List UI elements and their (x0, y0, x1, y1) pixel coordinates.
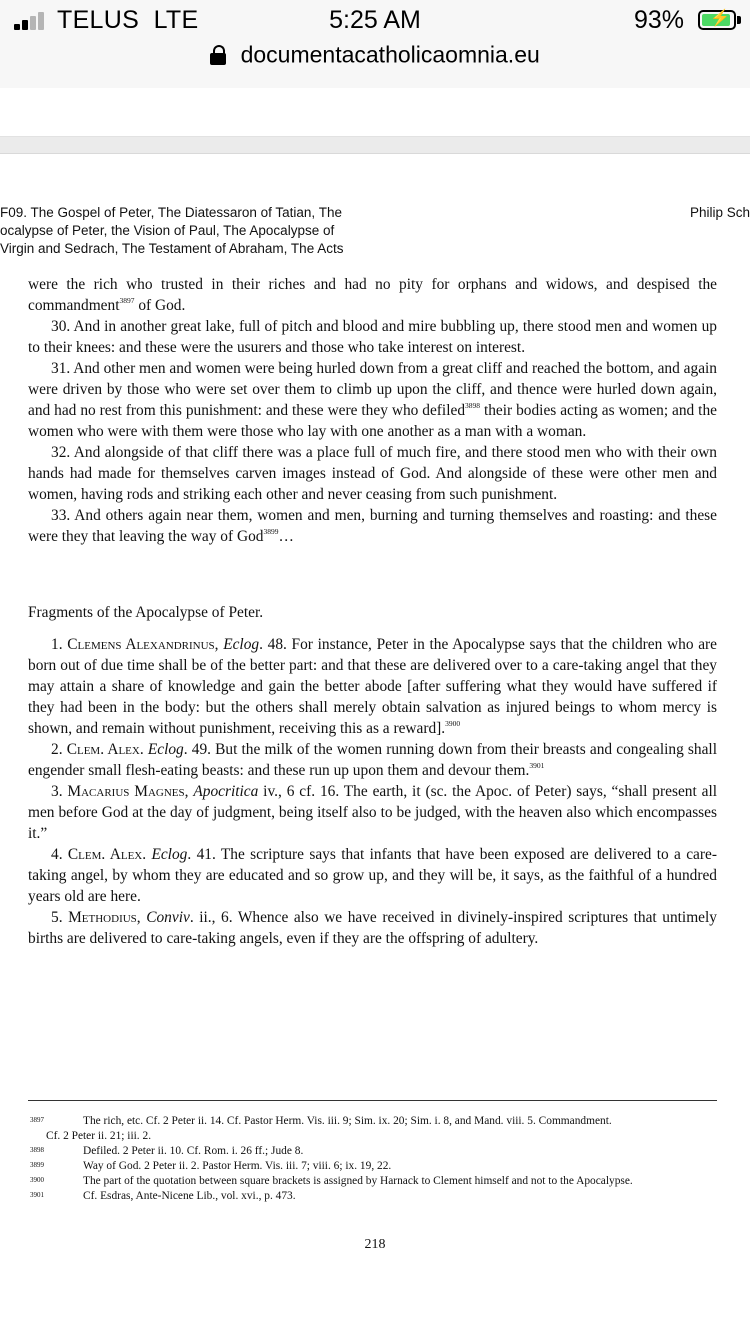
running-header-title (0, 204, 400, 258)
footnote-text: Way of God. 2 Peter ii. 2. Pastor Herm. Vis. iii. 7; viii. 6; ix. 19, 22. (83, 1160, 392, 1172)
paragraph-30: 30. And in another great lake, full of pitch and blood and mire bubbling up, there stood men and women up to their knees: and these were the usurers and those who take interest on interest. (28, 318, 717, 356)
footnote-item (28, 1114, 717, 1144)
footnote-text: The rich, etc. Cf. 2 Peter ii. 14. Cf. Pastor Herm. Vis. iii. 9; Sim. ix. 20; Sim. i. 8, and Mand. viii. 5. Commandment. (83, 1115, 612, 1127)
section-heading: Fragments of the Apocalypse of Peter. (28, 604, 264, 621)
fragment-4: 4. Clem. Alex. Eclog. 41. The scripture says that infants that have been exposed are delivered to a care-taking angel, by whom they are educated and so grow up, and they will be, it says, as the faithful of a hundred years old are here. (28, 846, 717, 905)
lock-icon (210, 45, 226, 65)
page-separator (0, 137, 750, 154)
header-line: F09. The Gospel of Peter, The Diatessaron of Tatian, The (0, 205, 342, 220)
paragraph-32: 32. And alongside of that cliff there was a place full of much fire, and there stood men who with their own hands had made for themselves carven images instead of God. And alongside of these were other men and women, having rods and striking each other and never ceasing from such punishment. (28, 444, 717, 503)
footnote-item (28, 1174, 717, 1189)
footnote-ref[interactable]: 3900 (445, 719, 461, 728)
footnote-number: 3898 (30, 1146, 44, 1154)
footnote-item (28, 1189, 717, 1204)
footnote-ref[interactable]: 3898 (465, 401, 481, 410)
battery-charging-icon: ⚡ (698, 10, 736, 30)
footnote-item (28, 1159, 717, 1174)
footnote-text: The part of the quotation between square brackets is assigned by Harnack to Clement himself and not to the Apocalypse. (83, 1175, 633, 1187)
fragment-5: 5. Methodius, Conviv. ii., 6. Whence also we have received in divinely-inspired scriptures that untimely births are delivered to care-taking angels, even if they are the offspring of adultery. (28, 909, 717, 947)
footnote-ref[interactable]: 3901 (529, 761, 545, 770)
running-header-author: Philip Sch (689, 205, 750, 220)
address-bar[interactable] (0, 40, 750, 80)
footnote-item (28, 1144, 717, 1159)
battery-percent: 93% (633, 6, 684, 34)
paragraph-31: 31. And other men and women were being hurled down from a great cliff and reached the bottom, and again were driven by those who were set over them to climb up upon the cliff, and thence were hurled down again, and had no rest from this punishment: and these were they who defiled$^{3898}$ their bodies acting as women; and the women who were with them were those who lay with one another as a man with a woman. (28, 360, 717, 440)
footnotes (28, 1100, 717, 1204)
fragment-1: 1. Clemens Alexandrinus, Eclog. 48. For instance, Peter in the Apocalypse says that the children who are born out of due time shall be of the better part: and that these are delivered over to a care-taking angel that they may attain a share of knowledge and gain the better abode [after suffering what they would have suffered if they had been in the body: but the others shall merely obtain salvation as injured beings to whom mercy is shown, and remain without punishment, receiving this as a reward].$^{3900}$ (28, 636, 717, 737)
footnote-text: Cf. Esdras, Ante-Nicene Lib., vol. xvi., p. 473. (83, 1190, 296, 1202)
footnote-text: Defiled. 2 Peter ii. 10. Cf. Rom. i. 26 ff.; Jude 8. (83, 1145, 304, 1157)
footnote-text-continued: Cf. 2 Peter ii. 21; iii. 2. (46, 1130, 152, 1142)
page-number: 218 (364, 1237, 386, 1252)
footnote-ref[interactable]: 3897 (119, 296, 135, 305)
header-line: ocalypse of Peter, the Vision of Paul, The Apocalypse of (0, 223, 335, 238)
header-line: Virgin and Sedrach, The Testament of Abraham, The Acts (0, 241, 344, 256)
fragment-3: 3. Macarius Magnes, Apocritica iv., 6 cf. 16. The earth, it (sc. the Apoc. of Peter) says, “shall present all men before God at the day of judgment, being itself also to be judged, with the heaven also which encompasses it.” (28, 783, 717, 842)
pdf-page (0, 154, 750, 1334)
document-body (28, 274, 717, 949)
footnote-number: 3899 (30, 1161, 44, 1169)
footnote-number: 3901 (30, 1191, 44, 1199)
carrier-label: TELUS LTE (57, 6, 199, 34)
status-bar (0, 0, 750, 88)
footnote-ref[interactable]: 3899 (263, 527, 279, 536)
paragraph-33: 33. And others again near them, women and men, burning and turning themselves and roasting: and these were they that leaving the way of God$^{3899}$… (28, 507, 717, 545)
clock: 5:25 AM (329, 6, 421, 34)
browser-toolbar-area (0, 88, 750, 137)
paragraph-continued: were the rich who trusted in their riches and had no pity for orphans and widows, and despised the commandment$^{3897}$ of God. (28, 276, 717, 314)
fragment-2: 2. Clem. Alex. Eclog. 49. But the milk of the women running down from their breasts and congealing shall engender small flesh-eating beasts: and these run up upon them and devour them.$^{3901}$ (28, 741, 717, 779)
url-text: documentacatholicaomnia.eu (240, 41, 540, 68)
footnote-number: 3897 (30, 1116, 44, 1124)
footnote-number: 3900 (30, 1176, 44, 1184)
